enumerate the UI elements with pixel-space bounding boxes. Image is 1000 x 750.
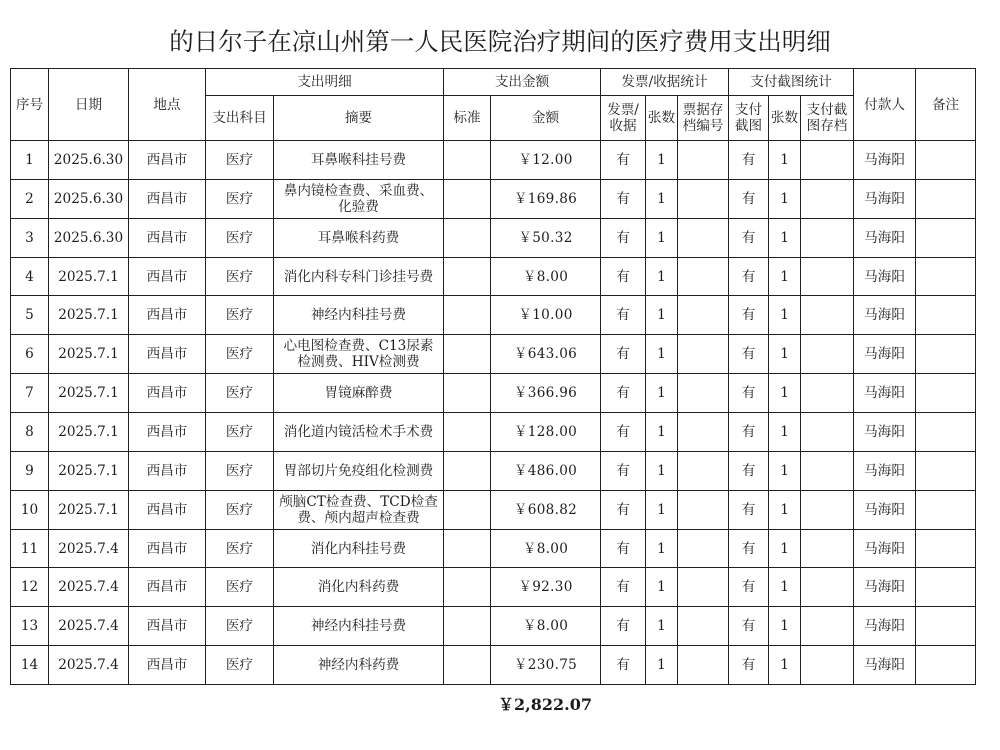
cell-category: 医疗 — [206, 568, 274, 607]
cell-payment-archive — [801, 257, 854, 296]
cell-category: 医疗 — [206, 257, 274, 296]
cell-remarks — [916, 646, 976, 685]
cell-summary: 消化内科挂号费 — [274, 529, 444, 568]
cell-invoice-count: 1 — [646, 646, 678, 685]
header-invoice-archive-no: 票据存档编号 — [678, 96, 729, 141]
cell-remarks — [916, 529, 976, 568]
cell-date: 2025.7.4 — [49, 568, 129, 607]
cell-invoice: 有 — [601, 257, 646, 296]
cell-date: 2025.7.1 — [49, 413, 129, 452]
cell-seq: 10 — [11, 490, 49, 529]
cell-invoice: 有 — [601, 568, 646, 607]
cell-remarks — [916, 179, 976, 218]
cell-location: 西昌市 — [129, 179, 206, 218]
cell-summary: 消化内科专科门诊挂号费 — [274, 257, 444, 296]
cell-summary: 鼻内镜检查费、采血费、化验费 — [274, 179, 444, 218]
cell-payment-archive — [801, 296, 854, 335]
cell-location: 西昌市 — [129, 335, 206, 374]
table-header — [11, 69, 976, 141]
table-row — [11, 568, 976, 607]
cell-amount: ￥12.00 — [491, 141, 601, 180]
cell-payment-count: 1 — [769, 607, 801, 646]
cell-payment-count: 1 — [769, 413, 801, 452]
document-title: 的日尔子在凉山州第一人民医院治疗期间的医疗费用支出明细 — [169, 27, 831, 56]
cell-location: 西昌市 — [129, 218, 206, 257]
cell-payer: 马海阳 — [854, 568, 916, 607]
header-expense-detail: 支出明细 — [206, 69, 444, 96]
cell-location: 西昌市 — [129, 374, 206, 413]
cell-invoice: 有 — [601, 646, 646, 685]
cell-payment-screenshot: 有 — [729, 568, 769, 607]
cell-date: 2025.6.30 — [49, 141, 129, 180]
cell-invoice-archive-no — [678, 179, 729, 218]
cell-payment-count: 1 — [769, 568, 801, 607]
cell-payment-screenshot: 有 — [729, 451, 769, 490]
cell-seq: 4 — [11, 257, 49, 296]
cell-summary: 胃镜麻醉费 — [274, 374, 444, 413]
table-body — [11, 141, 976, 685]
cell-payment-count: 1 — [769, 335, 801, 374]
cell-remarks — [916, 607, 976, 646]
cell-invoice-count: 1 — [646, 179, 678, 218]
cell-remarks — [916, 335, 976, 374]
table-row — [11, 607, 976, 646]
table-row — [11, 179, 976, 218]
cell-invoice-archive-no — [678, 141, 729, 180]
cell-remarks — [916, 257, 976, 296]
cell-category: 医疗 — [206, 490, 274, 529]
header-summary: 摘要 — [274, 96, 444, 141]
cell-payment-screenshot: 有 — [729, 218, 769, 257]
cell-payment-screenshot: 有 — [729, 529, 769, 568]
cell-invoice-count: 1 — [646, 257, 678, 296]
cell-location: 西昌市 — [129, 451, 206, 490]
cell-payment-archive — [801, 451, 854, 490]
cell-invoice-archive-no — [678, 413, 729, 452]
cell-payer: 马海阳 — [854, 296, 916, 335]
cell-seq: 1 — [11, 141, 49, 180]
cell-date: 2025.6.30 — [49, 179, 129, 218]
cell-payment-screenshot: 有 — [729, 413, 769, 452]
cell-category: 医疗 — [206, 374, 274, 413]
cell-payment-count: 1 — [769, 451, 801, 490]
cell-standard — [444, 568, 491, 607]
cell-payer: 马海阳 — [854, 646, 916, 685]
cell-payment-archive — [801, 141, 854, 180]
cell-date: 2025.7.1 — [49, 490, 129, 529]
table-row — [11, 451, 976, 490]
cell-payment-screenshot: 有 — [729, 141, 769, 180]
cell-invoice-archive-no — [678, 335, 729, 374]
cell-amount: ￥643.06 — [491, 335, 601, 374]
table-row — [11, 490, 976, 529]
cell-invoice: 有 — [601, 141, 646, 180]
cell-invoice: 有 — [601, 529, 646, 568]
cell-standard — [444, 529, 491, 568]
cell-category: 医疗 — [206, 451, 274, 490]
cell-payment-archive — [801, 490, 854, 529]
cell-payment-screenshot: 有 — [729, 374, 769, 413]
table-row — [11, 646, 976, 685]
header-payer: 付款人 — [854, 69, 916, 141]
cell-payment-count: 1 — [769, 257, 801, 296]
cell-payment-count: 1 — [769, 296, 801, 335]
cell-summary: 神经内科挂号费 — [274, 296, 444, 335]
cell-amount: ￥128.00 — [491, 413, 601, 452]
cell-seq: 9 — [11, 451, 49, 490]
header-invoice-count: 张数 — [646, 96, 678, 141]
cell-payer: 马海阳 — [854, 413, 916, 452]
cell-invoice: 有 — [601, 451, 646, 490]
cell-payment-archive — [801, 568, 854, 607]
cell-date: 2025.7.1 — [49, 374, 129, 413]
cell-invoice-archive-no — [678, 568, 729, 607]
header-seq: 序号 — [11, 69, 49, 141]
cell-location: 西昌市 — [129, 490, 206, 529]
cell-payment-count: 1 — [769, 141, 801, 180]
cell-seq: 5 — [11, 296, 49, 335]
table-row — [11, 529, 976, 568]
cell-summary: 耳鼻喉科挂号费 — [274, 141, 444, 180]
cell-standard — [444, 490, 491, 529]
cell-payment-archive — [801, 646, 854, 685]
cell-standard — [444, 646, 491, 685]
cell-invoice: 有 — [601, 607, 646, 646]
cell-category: 医疗 — [206, 141, 274, 180]
cell-amount: ￥8.00 — [491, 607, 601, 646]
cell-category: 医疗 — [206, 296, 274, 335]
cell-amount: ￥50.32 — [491, 218, 601, 257]
cell-standard — [444, 257, 491, 296]
cell-invoice-archive-no — [678, 646, 729, 685]
cell-invoice: 有 — [601, 413, 646, 452]
cell-summary: 消化道内镜活检术手术费 — [274, 413, 444, 452]
cell-amount: ￥169.86 — [491, 179, 601, 218]
cell-seq: 12 — [11, 568, 49, 607]
cell-remarks — [916, 296, 976, 335]
cell-location: 西昌市 — [129, 568, 206, 607]
cell-location: 西昌市 — [129, 257, 206, 296]
cell-payment-archive — [801, 218, 854, 257]
header-category: 支出科目 — [206, 96, 274, 141]
cell-amount: ￥230.75 — [491, 646, 601, 685]
cell-summary: 神经内科药费 — [274, 646, 444, 685]
cell-remarks — [916, 141, 976, 180]
cell-invoice-archive-no — [678, 218, 729, 257]
cell-summary: 胃部切片免疫组化检测费 — [274, 451, 444, 490]
table-row — [11, 335, 976, 374]
cell-invoice-count: 1 — [646, 568, 678, 607]
cell-summary: 颅脑CT检查费、TCD检查费、颅内超声检查费 — [274, 490, 444, 529]
cell-location: 西昌市 — [129, 607, 206, 646]
header-payment-archive: 支付截图存档 — [801, 96, 854, 141]
cell-date: 2025.7.1 — [49, 451, 129, 490]
cell-seq: 13 — [11, 607, 49, 646]
cell-invoice-count: 1 — [646, 141, 678, 180]
cell-invoice-count: 1 — [646, 218, 678, 257]
cell-invoice-count: 1 — [646, 413, 678, 452]
cell-remarks — [916, 218, 976, 257]
cell-invoice: 有 — [601, 218, 646, 257]
cell-location: 西昌市 — [129, 529, 206, 568]
cell-location: 西昌市 — [129, 141, 206, 180]
expense-table — [10, 68, 976, 685]
cell-payer: 马海阳 — [854, 335, 916, 374]
cell-amount: ￥10.00 — [491, 296, 601, 335]
cell-seq: 2 — [11, 179, 49, 218]
cell-payer: 马海阳 — [854, 529, 916, 568]
cell-invoice-archive-no — [678, 257, 729, 296]
cell-standard — [444, 296, 491, 335]
cell-location: 西昌市 — [129, 646, 206, 685]
header-date: 日期 — [49, 69, 129, 141]
cell-payer: 马海阳 — [854, 490, 916, 529]
cell-standard — [444, 607, 491, 646]
cell-seq: 14 — [11, 646, 49, 685]
table-row — [11, 413, 976, 452]
cell-payment-archive — [801, 529, 854, 568]
cell-payment-count: 1 — [769, 374, 801, 413]
cell-payment-screenshot: 有 — [729, 335, 769, 374]
table-row — [11, 257, 976, 296]
table-row — [11, 296, 976, 335]
cell-category: 医疗 — [206, 179, 274, 218]
cell-invoice-archive-no — [678, 374, 729, 413]
cell-category: 医疗 — [206, 413, 274, 452]
cell-invoice-archive-no — [678, 607, 729, 646]
cell-seq: 7 — [11, 374, 49, 413]
header-payment-count: 张数 — [769, 96, 801, 141]
cell-category: 医疗 — [206, 607, 274, 646]
cell-standard — [444, 413, 491, 452]
total-amount: ￥2,822.07 — [498, 695, 592, 714]
header-invoice-stats: 发票/收据统计 — [601, 69, 729, 96]
cell-remarks — [916, 451, 976, 490]
cell-invoice-count: 1 — [646, 296, 678, 335]
cell-invoice: 有 — [601, 296, 646, 335]
header-payment-stats: 支付截图统计 — [729, 69, 854, 96]
header-row-1 — [11, 69, 976, 96]
cell-payment-archive — [801, 179, 854, 218]
header-invoice: 发票/收据 — [601, 96, 646, 141]
header-expense-amount: 支出金额 — [444, 69, 601, 96]
table-row — [11, 374, 976, 413]
cell-amount: ￥486.00 — [491, 451, 601, 490]
cell-category: 医疗 — [206, 335, 274, 374]
cell-payment-archive — [801, 607, 854, 646]
cell-date: 2025.7.4 — [49, 529, 129, 568]
cell-seq: 6 — [11, 335, 49, 374]
cell-date: 2025.7.4 — [49, 607, 129, 646]
cell-invoice-archive-no — [678, 529, 729, 568]
cell-date: 2025.7.1 — [49, 335, 129, 374]
cell-standard — [444, 141, 491, 180]
cell-date: 2025.6.30 — [49, 218, 129, 257]
cell-location: 西昌市 — [129, 296, 206, 335]
cell-standard — [444, 451, 491, 490]
cell-amount: ￥8.00 — [491, 529, 601, 568]
table-row — [11, 218, 976, 257]
cell-payer: 马海阳 — [854, 607, 916, 646]
cell-payer: 马海阳 — [854, 141, 916, 180]
cell-invoice-count: 1 — [646, 451, 678, 490]
cell-amount: ￥366.96 — [491, 374, 601, 413]
header-amount: 金额 — [491, 96, 601, 141]
cell-standard — [444, 335, 491, 374]
cell-remarks — [916, 413, 976, 452]
cell-payment-screenshot: 有 — [729, 490, 769, 529]
header-standard: 标准 — [444, 96, 491, 141]
cell-date: 2025.7.1 — [49, 257, 129, 296]
cell-invoice-archive-no — [678, 451, 729, 490]
cell-remarks — [916, 374, 976, 413]
cell-payment-screenshot: 有 — [729, 607, 769, 646]
cell-remarks — [916, 568, 976, 607]
cell-date: 2025.7.1 — [49, 296, 129, 335]
cell-location: 西昌市 — [129, 413, 206, 452]
cell-summary: 心电图检查费、C13尿素检测费、HIV检测费 — [274, 335, 444, 374]
cell-seq: 3 — [11, 218, 49, 257]
cell-invoice-archive-no — [678, 296, 729, 335]
cell-payment-count: 1 — [769, 529, 801, 568]
cell-payment-screenshot: 有 — [729, 257, 769, 296]
cell-summary: 耳鼻喉科药费 — [274, 218, 444, 257]
cell-payment-archive — [801, 374, 854, 413]
cell-payment-screenshot: 有 — [729, 179, 769, 218]
cell-standard — [444, 218, 491, 257]
cell-payment-count: 1 — [769, 646, 801, 685]
cell-invoice: 有 — [601, 335, 646, 374]
table-row — [11, 141, 976, 180]
header-payment-screenshot: 支付截图 — [729, 96, 769, 141]
cell-payer: 马海阳 — [854, 451, 916, 490]
cell-standard — [444, 179, 491, 218]
cell-payer: 马海阳 — [854, 179, 916, 218]
cell-payment-screenshot: 有 — [729, 296, 769, 335]
cell-invoice: 有 — [601, 374, 646, 413]
cell-category: 医疗 — [206, 218, 274, 257]
cell-payment-count: 1 — [769, 179, 801, 218]
cell-payment-screenshot: 有 — [729, 646, 769, 685]
cell-seq: 11 — [11, 529, 49, 568]
cell-category: 医疗 — [206, 529, 274, 568]
cell-invoice: 有 — [601, 490, 646, 529]
cell-summary: 神经内科挂号费 — [274, 607, 444, 646]
cell-payer: 马海阳 — [854, 218, 916, 257]
cell-invoice-count: 1 — [646, 374, 678, 413]
header-location: 地点 — [129, 69, 206, 141]
cell-invoice-count: 1 — [646, 607, 678, 646]
cell-standard — [444, 374, 491, 413]
cell-payment-count: 1 — [769, 218, 801, 257]
cell-amount: ￥608.82 — [491, 490, 601, 529]
cell-payment-archive — [801, 413, 854, 452]
cell-invoice-count: 1 — [646, 335, 678, 374]
cell-payment-archive — [801, 335, 854, 374]
cell-amount: ￥8.00 — [491, 257, 601, 296]
header-remarks: 备注 — [916, 69, 976, 141]
cell-payment-count: 1 — [769, 490, 801, 529]
cell-invoice: 有 — [601, 179, 646, 218]
cell-payer: 马海阳 — [854, 257, 916, 296]
cell-summary: 消化内科药费 — [274, 568, 444, 607]
cell-date: 2025.7.4 — [49, 646, 129, 685]
cell-payer: 马海阳 — [854, 374, 916, 413]
cell-amount: ￥92.30 — [491, 568, 601, 607]
cell-remarks — [916, 490, 976, 529]
cell-invoice-archive-no — [678, 490, 729, 529]
cell-invoice-count: 1 — [646, 529, 678, 568]
cell-seq: 8 — [11, 413, 49, 452]
cell-category: 医疗 — [206, 646, 274, 685]
cell-invoice-count: 1 — [646, 490, 678, 529]
